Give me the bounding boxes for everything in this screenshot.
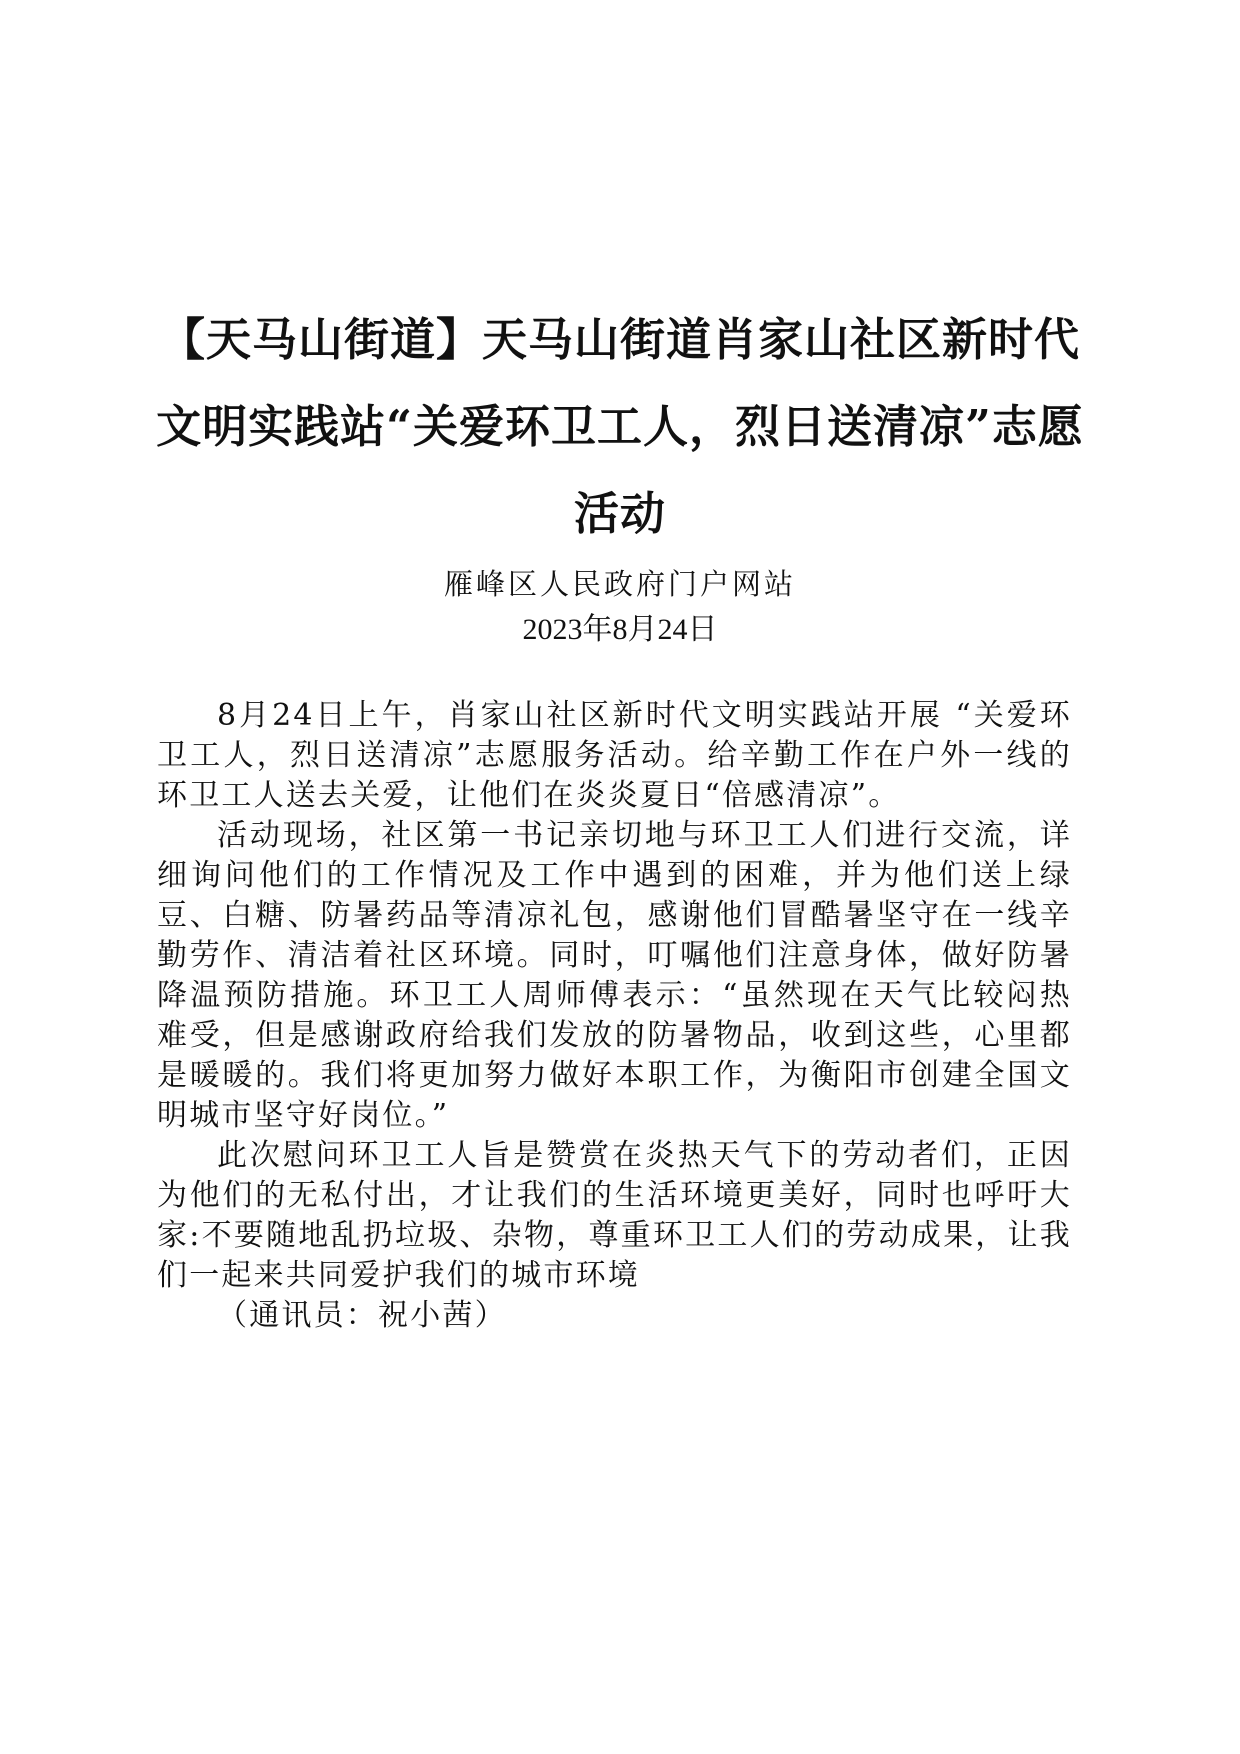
paragraph: 活动现场，社区第一书记亲切地与环卫工人们进行交流，详细询问他们的工作情况及工作中遇到的困难，并为他们送上绿豆、白糖、防暑药品等清凉礼包，感谢他们冒酷暑坚守在一线辛勤劳作、清洁着社区环境。同时，叮嘱他们注意身体，做好防暑降温预防措施。环卫工人周师傅表示：“虽然现在天气比较闷热难受，但是感谢政府给我们发放的防暑物品，收到这些，心里都是暖暖的。我们将更加努力做好本职工作，为衡阳市创建全国文明城市坚守好岗位。” [157, 818, 1072, 1133]
publish-date: 2023年8月24日 [522, 613, 718, 646]
source-line: 雁峰区人民政府门户网站 [443, 567, 796, 601]
paragraph: 8月24日上午，肖家山社区新时代文明实践站开展 “关爱环卫工人，烈日送清凉”志愿服务活动。给辛勤工作在户外一线的环卫工人送去关爱，让他们在炎炎夏日“倍感清凉”。 [157, 698, 1072, 813]
paragraph: 此次慰问环卫工人旨是赞赏在炎热天气下的劳动者们，正因为他们的无私付出，才让我们的生活环境更美好，同时也呼吁大家:不要随地乱扔垃圾、杂物，尊重环卫工人们的劳动成果，让我们一起来共同爱护我们的城市环境 [157, 1138, 1072, 1293]
document-title: 【天马山街道】天马山街道肖家山社区新时代文明实践站“关爱环卫工人，烈日送清凉”志愿活动 [156, 313, 1084, 540]
reporter-credit: （通讯员：祝小茜） [217, 1298, 507, 1333]
article-body [157, 696, 1072, 1336]
